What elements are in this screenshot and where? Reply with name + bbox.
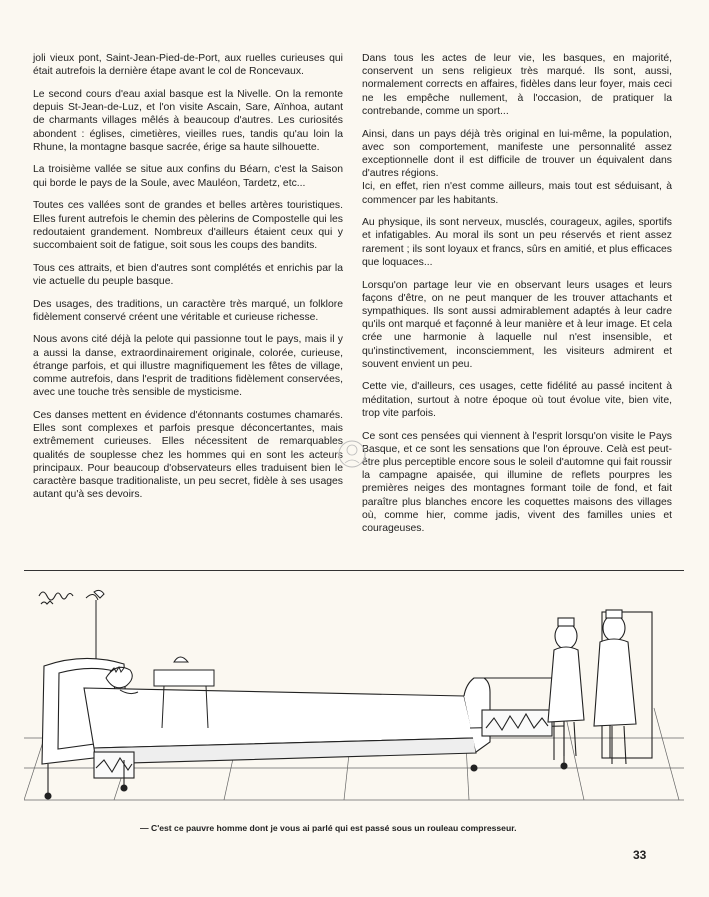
paragraph: Lorsqu'on partage leur vie en observant leurs usages et leurs façons d'être, on ne peut manquer de les trouver attachants et sympathiques. Ils sont aussi admirablement adaptés à leur cadre qu'ils ont marqué et façonné à leur manière et à leur image. Et cela crée une harmonie à laquelle nul n'est insensible, et qu'instinctivement, inconsciemment, les visiteurs admirent et souvent envient un peu. <box>362 279 672 370</box>
page-number: 33 <box>633 848 647 862</box>
section-divider <box>24 570 684 571</box>
doctors <box>548 610 636 764</box>
library-stamp-icon <box>337 435 367 473</box>
paragraph: Ainsi, dans un pays déjà très original en lui-même, la population, avec son comportement, manifeste une personnalité assez exceptionnelle dont il est difficile de trouver un équivalent dans d'autres régions. <box>362 128 672 180</box>
paragraph: Au physique, ils sont nerveux, musclés, courageux, agiles, sportifs et infatigables. Au moral ils sont un peu réservés et rient assez rarement ; ils sont loyaux et francs, sûrs en amitié, et plus efficaces que loquaces... <box>362 217 672 268</box>
paragraph: Le second cours d'eau axial basque est la Nivelle. On la remonte depuis St-Jean-de-Luz, et l'on visite Ascain, Sare, Aïnhoa, autant de charmants villages mêlés à beaucoup d'autres. Les curiosités abondent : églises, cimetières, vieilles rues, tandis qu'au loin la Rhune, la montagne basque sacrée, érige sa haute silhouette. <box>33 88 343 153</box>
paragraph: Ces danses mettent en évidence d'étonnants costumes chamarés. Elles sont complexes et parfois presque déconcertantes, mais extrêmement curieuses. Elles nécessitent de remarquables qualités de souplesse chez les hommes qui en sont les acteurs principaux. Pour beaucoup d'observateurs elles traduisent bien le caractère basque traditionaliste, un peu secret, fidèle à ses usages autant qu'à ses devoirs. <box>33 409 343 501</box>
paragraph: Des usages, des traditions, un caractère très marqué, un folklore fidèlement conservé créent une véritable et curieuse richesse. <box>33 298 343 323</box>
artist-signature <box>39 592 73 604</box>
cartoon-caption: — C'est ce pauvre homme dont je vous ai parlé qui est passé sous un rouleau compresseur. <box>140 823 517 833</box>
paragraph: Ici, en effet, rien n'est comme ailleurs, mais tout est séduisant, à commencer par les habitants. <box>362 181 672 206</box>
cartoon-illustration <box>24 578 684 816</box>
paragraph: Cette vie, d'ailleurs, ces usages, cette fidélité au passé incitent à méditation, surtout à notre époque où tout évolue vite, bien vite, trop vite parfois. <box>362 381 672 419</box>
paragraph: Toutes ces vallées sont de grandes et belles artères touristiques. Elles furent autrefois le chemin des pèlerins de Compostelle qui les redoutaient grandement. Nombreux d'ailleurs étaient ceux qui y succombaient soit de fatigue, soit sous les coups des bandits. <box>33 200 343 251</box>
paragraph: Dans tous les actes de leur vie, les basques, en majorité, conservent un sens religieux très marqué. Ils sont, aussi, normalement corrects en affaires, fidèles dans leur foyer, mais ceci ne les empêche nullement, à l'occasion, de pratiquer la contrebande, comme un sport... <box>362 53 672 117</box>
paragraph: Tous ces attraits, et bien d'autres sont complétés et enrichis par la vie actuelle du peuple basque. <box>33 262 343 287</box>
left-text-column <box>33 52 343 511</box>
paragraph: Ce sont ces pensées qui viennent à l'esprit lorsqu'on visite le Pays Basque, et ce sont les sensations que l'on éprouve. Celà est peut-être plus perceptible encore sous le soleil d'automne qui fait roussir la campagne apaisée, qui illumine de reflets pourpres les premières neiges des montagnes formant toile de fond, et fait paraître plus blanches encore les coquettes maisons des villages où, comme hier, comme jadis, vivent des familles unies et courageuses. <box>362 430 672 534</box>
paragraph: joli vieux pont, Saint-Jean-Pied-de-Port, aux ruelles curieuses qui était autrefois la dernière étape avant le col de Roncevaux. <box>33 53 343 78</box>
paragraph: La troisième vallée se situe aux confins du Béarn, c'est la Saison qui borde le pays de la Soule, avec Mauléon, Tardetz, etc... <box>33 164 343 189</box>
paragraph: Nous avons cité déjà la pelote qui passionne tout le pays, mais il y a aussi la danse, extraordinairement originale, colorée, curieuse, étrange parfois, et qui illustre magnifiquement les fêtes de village, comme autrefois, dans l'esprit de traditions fidèlement conservées, avec une touche très sensible de mysticisme. <box>33 334 343 399</box>
right-text-column <box>362 52 672 545</box>
